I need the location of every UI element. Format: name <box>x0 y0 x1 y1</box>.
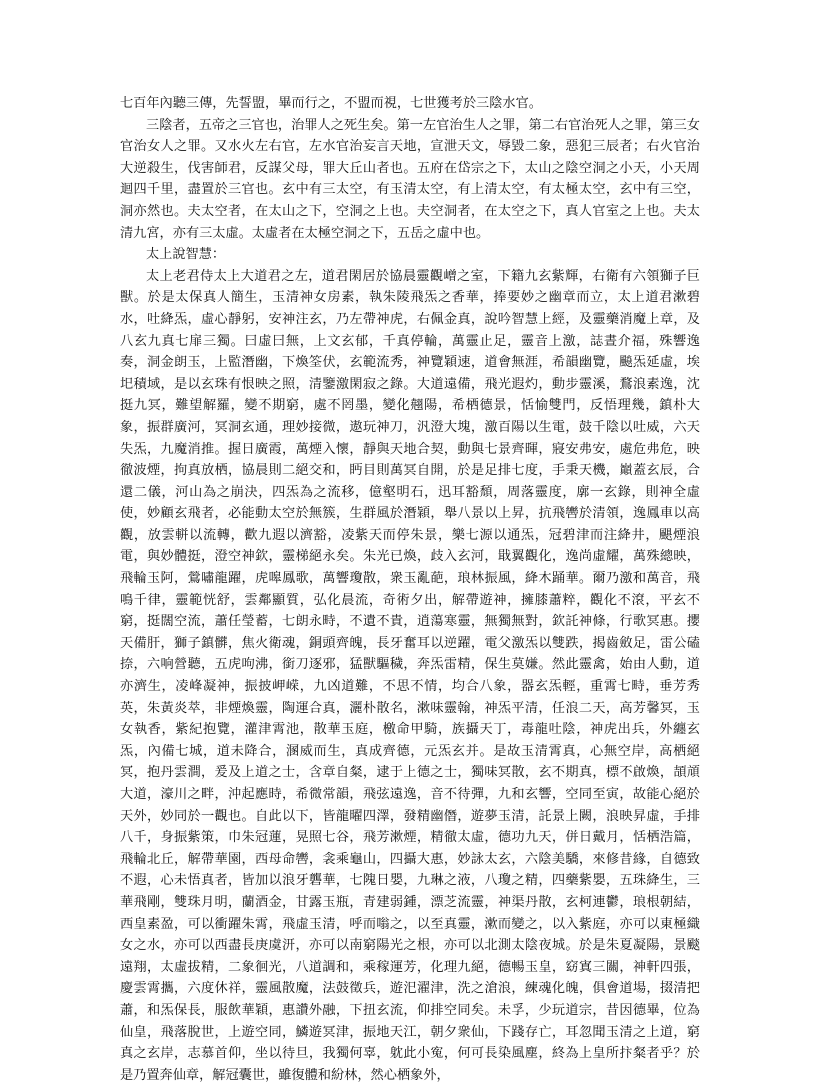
document-body <box>120 93 700 1086</box>
paragraph-main-text: 太上老君侍太上大道君之左，道君閑居於協晨靈觀嶒之室，下籍九玄紫輝，右衛有六領獅子巨獸。於是太保真人簡生，玉清神女房素，執朱陵飛炁之香華，捧要妙之幽章而立，太上道君漱碧水，吐絳炁，虛心靜躬，安神注玄，乃左帶神虎，右佩金真，說吟智慧上經，及靈藥消魔上章，及八玄九真七扉三獨。曰虛曰無，上文玄郁，千真停輪，萬靈止足，靈音上激，誌晝介福，殊響逸奏，洞金朗玉，上監潛幽，下煥筌伏，玄範流秀，神覽穎速，道會無涯，希韻幽覽，飈炁延虛，埃圯積域，是以玄珠有恨映之照，清鑒激閑寂之錄。大道遠備，飛光遐灼，動步靈溪，鶩浪素逸，沈挺九冥，難望解羅，變不期窮，處不罔墨，變化翹陽，希栖德景，恬愉雙門，反悟理幾，鎮朴大象，振群廣河，冥洞玄通，理妙接微，遨玩神刀，汎澄大塊，激百陽以生電，鼓千陰以吐威，六天失炁，九魔消推。握日廣霞，萬煙入懷，靜與天地合契，動與七景齊暉，寢安弗安，處危弗危，映徹波煙，拘真放栖，協晨則二絕交和，眄目則萬冥自開，於是足排七度，手秉天機，巔蓋玄辰，合還二儀，河山為之崩決，四炁為之流移，億壑明石，迅耳豁頹，周落靈度，廓一玄錄，則神全虛使，妙顧玄飛者，必能動太空於無簇，生群風於潛穎，舉八景以上昇，抗飛轡於清領，逸鳳車以高觀，放雲軿以流轉，歡九遐以濟豁，凌紫天而停朱景，樂七源以通炁，冠碧津而注絳井，颶煙浪電，與妙體挺，澄空神欽，靈梯絕永矣。朱光已煥，歧入玄河，戢翼觀化，逸尚虛耀，萬殊總映，飛輪玉阿，鶯嘯龍躍，虎嗥鳳歌，萬響瓊散，衆玉亂葩，琅林振風，絳木踊華。爾乃激和萬音，飛鳴千律，靈範恍舒，雲鄰顯質，弘化晨流，奇術夕出，解帶遊神，擁膝蕭粹，觀化不滾，平玄不窮，挺闊空流，蕭任瑩蓄，七朗永畤，不遺不貴，逍蕩寒靈，無獨無對，欽託神條，行歌冥惠。攖天備肝，獅子鎮髒，焦火衛魂，銅頭齊魄，長牙奮耳以逆躍，電父激炁以雙跌，揭齒斂足，雷公磕捺，六响營聽，五虎呴沸，銜刀逐邪，猛獸驅穢，奔炁雷精，保生莫嫌。然此靈禽，始由人動，道亦濟生，凌峰凝神，振披岬嵘，九凶道難，不思不情，均合八象，器玄炁輕，重霄七畤，垂芳秀英，朱黃炎萃，非煙煥靈，陶運合真，灑朴散名，漱味靈翰，神炁平清，任浪二天，高芳馨冥，玉女執香，紫紀抱覽，灌津霄池，散華玉庭，檄命甲騎，族攝天丁，毒龍吐陰，神虎出兵，外纏玄炁，內備七城，道未降合，溷威而生，真成齊德，元炁玄并。是故玉清霄真，心無空岸，高栖絕冥，抱丹雲澗，爰及上道之士，含章自粲，逮于上德之士，獨味冥散，玄不期真，標不啟煥，頡頏大道，濠川之畔，沖起應時，希微常韻，飛弦遠逸，音不待彈，九和玄響，空同至寅，故能心絕於天外，妙同於一觀也。自此以下，皆龍曜四澤，發精幽僭，遊夢玉清，託景上闕，浪映昇虛，手排八千，身振紫策，巾朱冠蓮，晃照七谷，飛芳漱煙，精徹太虛，德功九天，併日戴月，恬栖浩篇，飛輪北丘，解帶華園，西母命轡，衾乘龜山，四攝大惠，妙詠太玄，六陰美驕，來修昔緣，自德致不遐，心未悟真者，皆加以浪牙礱華，七隗日嬰，九琳之液，八瓊之精，四藥紫嬰，五珠絳生，三華飛剛，雙珠月明，蘭酒金，甘露玉瓶，青建弱鍾，漂芝流靈，神渠丹散，玄柯連鬱，琅根朝結，西皇素盈，可以衝躍朱霄，飛虛玉清，呼而嗡之，以至真靈，漱而變之，以入紫庭，亦可以東極織女之水，亦可以西盡長庚虞汧，亦可以南窮陽光之根，亦可以北測太陰夜城。於是朱夏凝陽，景颷遠翔，太虛拔精，二象徊光，八道調和，乘稼運芳，化理九絕，德暢玉皇，窈寘三關，神軒四張，慶雲霄攜，六度休祥，靈風散魔，法鼓徵兵，遊汜濯津，洗之滄浪，練魂化魄，俱會道場，掇清把蕭，和炁保長，服飲華穎，惠讚外融，下扭玄流，仰排空同矣。未孚，少玩道宗，昔因德畢，位為仙皇，飛落脫世，上遊空同，鱗遊冥津，振地天江，朝夕衆仙，下踐存亡，耳忽聞玉清之上道，窮真之玄岸，志慕首仰，坐以待旦，我獨何辜，躭此小寃，何可長染風塵，終為上皇所抃粲者乎？於是乃置奔仙章，解冠囊世，雖復體和紛林，然心栖象外， <box>120 268 700 1083</box>
section-heading: 太上說智慧： <box>146 247 226 263</box>
paragraph-continuation: 七百年內聽三傳，先誓盟，畢而行之，不盟而視，七世獲考於三陰水官。 <box>120 96 542 111</box>
paragraph-three-yin: 三陰者，五帝之三官也，治罪人之死生矣。第一左官治生人之罪，第二右官治死人之罪，第三女官治女人之罪。又水火左右官，左水官治妄言天地，宣泄天文，辱毀二象，惡犯三辰者；右火官治大逆殺生，伐害師君，反謀父母，罪大丘山者也。五府在岱宗之下，太山之陰空洞之小天，小天周迴四千里，盡置於三官也。玄中有三太空，有玉清太空，有上清太空，有太極太空，玄中有三空，洞亦然也。夫太空者，在太山之下，空洞之上也。夫空洞者，在太空之下，真人官室之上也。夫太清九宮，亦有三太虛。太虛者在太極空洞之下，五岳之虛中也。 <box>120 117 700 241</box>
